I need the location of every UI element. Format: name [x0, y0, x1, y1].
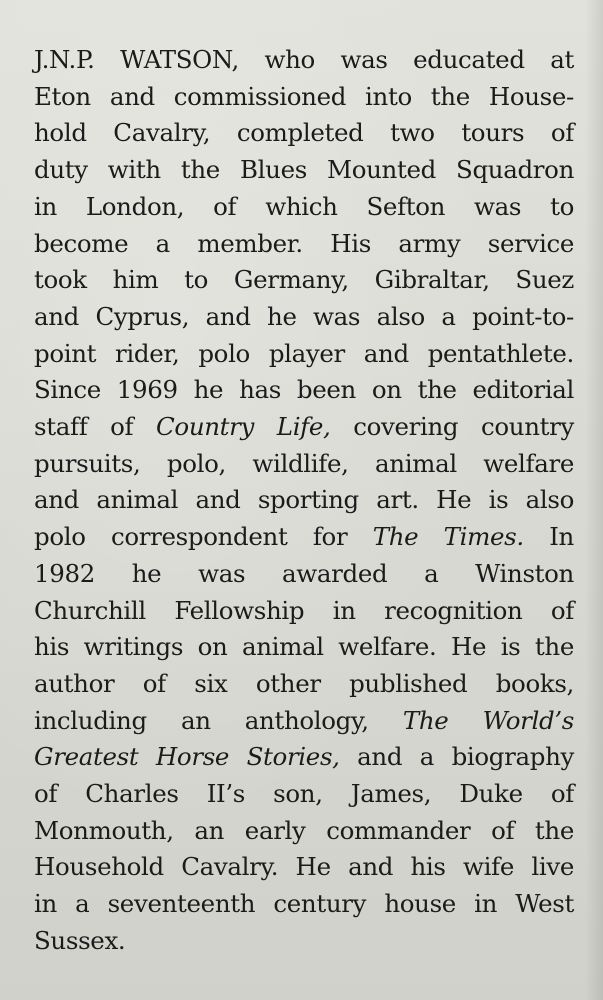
- text-run: and a biography: [339, 742, 574, 772]
- newspaper-title: The Times.: [372, 522, 524, 552]
- text-run: and Cyprus, and he was also a point-to-: [34, 301, 574, 331]
- author-biography: [34, 42, 574, 960]
- text-run: point rider, polo player and pentathlete.: [34, 338, 574, 368]
- bio-line: [34, 152, 574, 189]
- text-run: Since 1969 he has been on the editorial: [34, 375, 574, 405]
- text-run: pursuits, polo, wildlife, animal welfare: [34, 448, 574, 478]
- text-run: become a member. His army service: [34, 228, 574, 258]
- bio-line: [34, 739, 574, 776]
- bio-line: [34, 482, 574, 519]
- text-run: including an anthology,: [34, 705, 403, 735]
- bio-line: [34, 849, 574, 886]
- bio-line: [34, 776, 574, 813]
- text-run: Eton and commissioned into the House-: [34, 81, 574, 111]
- bio-line: [34, 79, 574, 116]
- bio-line: [34, 519, 574, 556]
- text-run: J.N.P. WATSON, who was educated at: [34, 45, 574, 74]
- text-run: Sussex.: [34, 925, 126, 955]
- magazine-title: Country Life,: [156, 412, 331, 442]
- text-run: in a seventeenth century house in West: [34, 889, 574, 919]
- text-run: Churchill Fellowship in recognition of: [34, 595, 574, 625]
- bio-line: [34, 409, 574, 446]
- bio-line: [34, 189, 574, 226]
- bio-line: [34, 42, 574, 79]
- bio-line: [34, 226, 574, 263]
- bio-line: [34, 262, 574, 299]
- bio-line: [34, 446, 574, 483]
- text-run: took him to Germany, Gibraltar, Suez: [34, 265, 574, 295]
- text-run: author of six other published books,: [34, 668, 574, 698]
- book-title: Greatest Horse Stories,: [34, 742, 340, 772]
- bio-line: [34, 115, 574, 152]
- text-run: covering country: [330, 412, 574, 442]
- bio-line: [34, 556, 574, 593]
- text-run: duty with the Blues Mounted Squadron: [34, 155, 574, 185]
- bio-line: [34, 629, 574, 666]
- bio-line: [34, 923, 574, 960]
- bio-line: [34, 666, 574, 703]
- bio-line: [34, 813, 574, 850]
- bio-line: [34, 703, 574, 740]
- text-run: Household Cavalry. He and his wife live: [34, 852, 574, 882]
- bio-line: [34, 886, 574, 923]
- text-run: staff of: [34, 412, 157, 442]
- text-run: of Charles II’s son, James, Duke of: [34, 779, 574, 809]
- bio-line: [34, 372, 574, 409]
- text-run: and animal and sporting art. He is also: [34, 485, 574, 515]
- book-title: The World’s: [402, 705, 575, 735]
- bio-line: [34, 299, 574, 336]
- text-run: his writings on animal welfare. He is the: [34, 632, 574, 662]
- text-run: 1982 he was awarded a Winston: [34, 558, 574, 588]
- text-run: in London, of which Sefton was to: [34, 191, 574, 221]
- bio-line: [34, 336, 574, 373]
- text-run: In: [523, 522, 574, 552]
- text-run: hold Cavalry, completed two tours of: [34, 118, 574, 148]
- text-run: Monmouth, an early commander of the: [34, 815, 574, 845]
- text-run: polo correspondent for: [34, 522, 373, 552]
- bio-line: [34, 593, 574, 630]
